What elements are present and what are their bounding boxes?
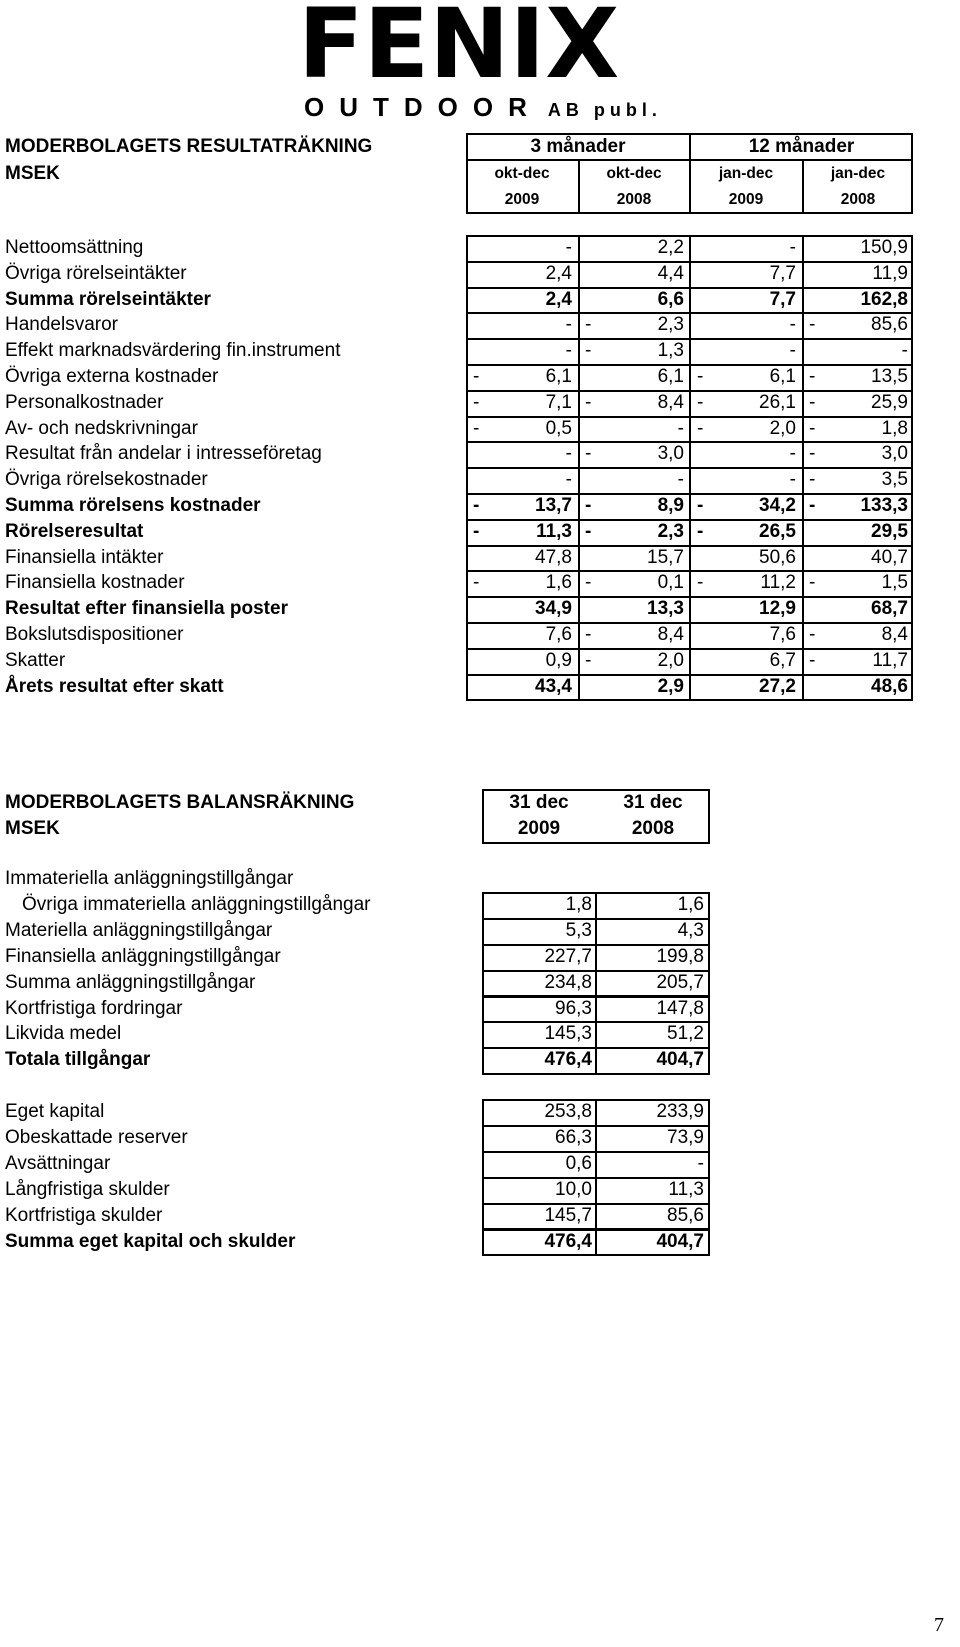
cell-value: 13,5: [871, 366, 908, 387]
negative-sign: -: [473, 391, 480, 413]
cell-value: -: [677, 417, 684, 439]
cell-value: 8,4: [657, 391, 684, 413]
income-value-cell: [802, 235, 914, 262]
income-value-cell: [466, 338, 578, 365]
income-value-cell: [466, 467, 578, 494]
group-12-months: 12 månader: [748, 136, 855, 157]
balance-value: 145,3: [544, 1023, 592, 1045]
year-label: 2008: [840, 191, 876, 208]
cell-value: 7,7: [769, 262, 796, 284]
balance-value: 5,3: [565, 919, 592, 941]
cell-value: 43,4: [535, 675, 572, 697]
cell-value: 162,8: [860, 288, 908, 310]
balance-value: 66,3: [555, 1126, 592, 1148]
cell-value: -: [677, 469, 684, 491]
income-value-cell: [690, 416, 802, 443]
logo-subtitle: [304, 92, 662, 123]
income-value-cell: [466, 674, 578, 701]
income-value-cell: [466, 235, 578, 262]
balance-value: 404,7: [656, 1049, 704, 1071]
cell-value: -: [789, 314, 796, 336]
balance-value: 4,3: [677, 919, 704, 941]
income-value-cell: [466, 441, 578, 468]
income-row-label: Av- och nedskrivningar: [5, 417, 198, 439]
negative-sign: -: [809, 649, 816, 671]
cell-value: 26,1: [759, 391, 796, 413]
negative-sign: -: [585, 443, 592, 465]
income-value-cell: [578, 570, 690, 597]
negative-sign: -: [697, 366, 704, 387]
cell-value: 2,3: [657, 520, 684, 542]
negative-sign: -: [809, 417, 816, 439]
income-value-cell: [802, 416, 914, 443]
income-value-cell: [690, 622, 802, 649]
cell-value: 29,5: [871, 520, 908, 542]
cell-value: 6,6: [657, 288, 684, 310]
income-value-cell: [802, 364, 914, 391]
negative-sign: -: [585, 572, 592, 594]
cell-value: 11,9: [872, 262, 908, 284]
cell-value: 133,3: [860, 495, 908, 516]
income-value-cell: [802, 570, 914, 597]
balance-value: 476,4: [544, 1230, 592, 1252]
negative-sign: -: [697, 391, 704, 413]
cell-value: -: [565, 443, 572, 465]
negative-sign: -: [697, 495, 704, 516]
balance-value: 145,7: [544, 1204, 592, 1226]
balance-value: 11,3: [668, 1178, 704, 1200]
negative-sign: -: [809, 391, 816, 413]
income-value-cell: [802, 390, 914, 417]
negative-sign: -: [585, 495, 592, 516]
balance-value: 205,7: [656, 971, 704, 993]
income-row-label: Resultat från andelar i intresseföretag: [5, 443, 322, 465]
cell-value: -: [565, 314, 572, 336]
cell-value: 8,4: [657, 624, 684, 645]
cell-value: 2,4: [545, 262, 572, 284]
income-value-cell: [690, 338, 802, 365]
balance-value: 233,9: [656, 1101, 704, 1122]
income-value-cell: [690, 596, 802, 623]
income-value-cell: [690, 570, 802, 597]
negative-sign: -: [809, 443, 816, 465]
income-value-cell: [578, 441, 690, 468]
cell-value: 13,3: [647, 598, 684, 620]
balance-unit: MSEK: [5, 818, 60, 839]
balance-row-label: Obeskattade reserver: [5, 1126, 188, 1148]
cell-value: 2,2: [657, 237, 684, 258]
negative-sign: -: [697, 520, 704, 542]
income-value-cell: [802, 622, 914, 649]
cell-value: 6,1: [657, 366, 684, 387]
cell-value: 7,1: [545, 391, 572, 413]
income-value-cell: [690, 287, 802, 314]
cell-value: 47,8: [535, 546, 572, 568]
balance-value: 1,6: [677, 893, 704, 915]
income-value-cell: [690, 235, 802, 262]
income-value-cell: [578, 674, 690, 701]
income-value-cell: [578, 596, 690, 623]
income-value-cell: [802, 596, 914, 623]
income-value-cell: [466, 545, 578, 572]
income-value-cell: [578, 648, 690, 675]
income-value-cell: [802, 519, 914, 546]
year-label: 2008: [616, 191, 652, 208]
income-value-cell: [802, 545, 914, 572]
balance-row-label: Eget kapital: [5, 1101, 105, 1122]
balance-row-label: Kortfristiga skulder: [5, 1204, 163, 1226]
cell-value: 50,6: [759, 546, 796, 568]
company-logo: [298, 0, 662, 122]
negative-sign: -: [809, 624, 816, 645]
logo-sub-publ: AB publ.: [547, 100, 662, 120]
balance-value: 96,3: [555, 997, 592, 1019]
cell-value: 1,8: [881, 417, 908, 439]
cell-value: 11,7: [872, 649, 908, 671]
cell-value: 0,9: [545, 649, 572, 671]
cell-value: 8,4: [881, 624, 908, 645]
cell-value: 1,6: [545, 572, 572, 594]
balance-title: MODERBOLAGETS BALANSRÄKNING: [5, 792, 355, 813]
income-value-cell: [466, 622, 578, 649]
income-value-cell: [690, 545, 802, 572]
header-group-underline: [466, 159, 913, 161]
negative-sign: -: [585, 340, 592, 362]
income-row-label: Rörelseresultat: [5, 520, 144, 542]
income-value-cell: [578, 416, 690, 443]
balance-value: 234,8: [544, 971, 592, 993]
balance-value: -: [697, 1152, 704, 1174]
income-value-cell: [690, 493, 802, 520]
cell-value: 25,9: [871, 391, 908, 413]
income-value-cell: [802, 493, 914, 520]
cell-value: 13,7: [535, 495, 572, 516]
cell-value: -: [789, 340, 796, 362]
negative-sign: -: [473, 572, 480, 594]
income-value-cell: [466, 648, 578, 675]
negative-sign: -: [809, 495, 816, 516]
cell-value: 85,6: [871, 314, 908, 336]
cell-value: 26,5: [759, 520, 796, 542]
cell-value: 1,3: [657, 340, 684, 362]
income-unit: MSEK: [5, 163, 60, 184]
income-value-cell: [578, 338, 690, 365]
cell-value: 15,7: [647, 546, 684, 568]
balance-row-label: Finansiella anläggningstillgångar: [5, 945, 281, 967]
cell-value: 68,7: [871, 598, 908, 620]
cell-value: 3,5: [881, 469, 908, 491]
income-row-label: Övriga rörelseintäkter: [5, 262, 187, 284]
cell-value: 34,9: [535, 598, 572, 620]
balance-date-2009: 31 dec: [509, 792, 569, 813]
cell-value: 3,0: [657, 443, 684, 465]
negative-sign: -: [585, 391, 592, 413]
year-label: 2009: [728, 191, 764, 208]
income-value-cell: [802, 312, 914, 339]
cell-value: 7,7: [769, 288, 796, 310]
income-value-cell: [802, 261, 914, 288]
income-value-cell: [578, 287, 690, 314]
cell-value: 48,6: [871, 675, 908, 697]
cell-value: 12,9: [759, 598, 796, 620]
balance-row-label: Kortfristiga fordringar: [5, 997, 183, 1019]
income-value-cell: [802, 648, 914, 675]
income-row-label: Bokslutsdispositioner: [5, 624, 184, 645]
negative-sign: -: [585, 520, 592, 542]
cell-value: 0,5: [545, 417, 572, 439]
income-value-cell: [802, 441, 914, 468]
negative-sign: -: [473, 417, 480, 439]
income-value-cell: [578, 235, 690, 262]
income-row-label: Effekt marknadsvärdering fin.instrument: [5, 340, 341, 362]
income-value-cell: [802, 338, 914, 365]
balance-value: 227,7: [544, 945, 592, 967]
income-row-label: Årets resultat efter skatt: [5, 675, 224, 697]
income-value-cell: [690, 648, 802, 675]
balance-row-label: Summa anläggningstillgångar: [5, 971, 256, 993]
income-value-cell: [578, 390, 690, 417]
cell-value: -: [789, 469, 796, 491]
cell-value: 6,1: [769, 366, 796, 387]
balance-row-label: Summa eget kapital och skulder: [5, 1230, 296, 1252]
income-value-cell: [690, 364, 802, 391]
income-row-label: Summa rörelsens kostnader: [5, 495, 261, 516]
page-number: 7: [934, 1614, 944, 1636]
income-title: MODERBOLAGETS RESULTATRÄKNING: [5, 136, 373, 157]
cell-value: 11,3: [536, 520, 572, 542]
income-value-cell: [578, 312, 690, 339]
cell-value: 2,3: [657, 314, 684, 336]
income-row-label: Resultat efter finansiella poster: [5, 598, 288, 620]
income-value-cell: [466, 390, 578, 417]
cell-value: 11,2: [760, 572, 796, 594]
income-value-cell: [578, 467, 690, 494]
cell-value: -: [901, 340, 908, 362]
income-value-cell: [466, 312, 578, 339]
balance-row-label: Materiella anläggningstillgångar: [5, 919, 273, 941]
income-value-cell: [690, 441, 802, 468]
cell-value: 27,2: [759, 675, 796, 697]
income-value-cell: [578, 622, 690, 649]
negative-sign: -: [473, 495, 480, 516]
cell-value: 4,4: [657, 262, 684, 284]
income-row-label: Skatter: [5, 649, 66, 671]
negative-sign: -: [697, 572, 704, 594]
cell-value: 1,5: [881, 572, 908, 594]
income-value-cell: [578, 519, 690, 546]
negative-sign: -: [809, 366, 816, 387]
balance-date-2008: 31 dec: [623, 792, 683, 813]
negative-sign: -: [809, 314, 816, 336]
income-row-label: Summa rörelseintäkter: [5, 288, 211, 310]
cell-value: -: [565, 340, 572, 362]
balance-row-label: Avsättningar: [5, 1152, 111, 1174]
balance-value: 147,8: [656, 997, 704, 1019]
balance-year-2009: 2009: [517, 818, 561, 839]
cell-value: 2,0: [769, 417, 796, 439]
income-value-cell: [466, 519, 578, 546]
negative-sign: -: [473, 520, 480, 542]
period-label: okt-dec: [606, 165, 662, 182]
income-value-cell: [466, 287, 578, 314]
income-value-cell: [466, 364, 578, 391]
cell-value: -: [789, 443, 796, 465]
balance-value: 51,2: [667, 1023, 704, 1045]
period-label: jan-dec: [830, 165, 886, 182]
income-value-cell: [802, 287, 914, 314]
balance-row-label: Immateriella anläggningstillgångar: [5, 868, 294, 889]
balance-value: 199,8: [656, 945, 704, 967]
cell-value: 3,0: [881, 443, 908, 465]
logo-wordmark: FENIX: [298, 0, 620, 100]
cell-value: 7,6: [545, 624, 572, 645]
balance-year-2008: 2008: [631, 818, 675, 839]
negative-sign: -: [585, 624, 592, 645]
period-label: jan-dec: [718, 165, 774, 182]
balance-row-label: Övriga immateriella anläggningstillgångar: [22, 893, 371, 915]
balance-value: 10,0: [555, 1178, 592, 1200]
income-value-cell: [690, 467, 802, 494]
cell-value: 34,2: [759, 495, 796, 516]
cell-value: 150,9: [860, 237, 908, 258]
income-value-cell: [690, 519, 802, 546]
period-label: okt-dec: [494, 165, 550, 182]
income-value-cell: [690, 674, 802, 701]
balance-value: 1,8: [565, 893, 592, 915]
income-row-label: Personalkostnader: [5, 391, 164, 413]
cell-value: 2,4: [545, 288, 572, 310]
year-label: 2009: [504, 191, 540, 208]
balance-value: 0,6: [565, 1152, 592, 1174]
cell-value: 2,0: [657, 649, 684, 671]
income-value-cell: [578, 364, 690, 391]
negative-sign: -: [809, 469, 816, 491]
income-value-cell: [466, 261, 578, 288]
negative-sign: -: [809, 572, 816, 594]
balance-value: 476,4: [544, 1049, 592, 1071]
income-value-cell: [578, 261, 690, 288]
balance-row-label: Likvida medel: [5, 1023, 122, 1045]
cell-value: 40,7: [871, 546, 908, 568]
cell-value: 6,7: [769, 649, 796, 671]
cell-value: -: [565, 237, 572, 258]
income-row-label: Övriga externa kostnader: [5, 366, 219, 387]
group-3-months: 3 månader: [530, 136, 626, 157]
income-value-cell: [690, 261, 802, 288]
balance-row-label: Långfristiga skulder: [5, 1178, 170, 1200]
income-value-cell: [802, 674, 914, 701]
income-value-cell: [578, 545, 690, 572]
income-value-cell: [690, 390, 802, 417]
cell-value: -: [789, 237, 796, 258]
cell-value: 6,1: [545, 366, 572, 387]
income-value-cell: [466, 416, 578, 443]
cell-value: -: [565, 469, 572, 491]
negative-sign: -: [585, 649, 592, 671]
balance-value: 73,9: [667, 1126, 704, 1148]
income-row-label: Övriga rörelsekostnader: [5, 469, 208, 491]
income-row-label: Finansiella intäkter: [5, 546, 164, 568]
income-row-label: Finansiella kostnader: [5, 572, 185, 594]
balance-value: 253,8: [544, 1101, 592, 1122]
income-value-cell: [802, 467, 914, 494]
income-value-cell: [466, 493, 578, 520]
income-value-cell: [466, 570, 578, 597]
income-row-label: Handelsvaror: [5, 314, 118, 336]
cell-value: 8,9: [657, 495, 684, 516]
income-value-cell: [466, 596, 578, 623]
balance-value: 85,6: [667, 1204, 704, 1226]
income-value-cell: [578, 493, 690, 520]
balance-value: 404,7: [656, 1230, 704, 1252]
cell-value: 0,1: [657, 572, 684, 594]
negative-sign: -: [585, 314, 592, 336]
logo-sub-outdoor: OUTDOOR: [304, 92, 542, 122]
income-value-cell: [690, 312, 802, 339]
negative-sign: -: [697, 417, 704, 439]
negative-sign: -: [473, 366, 480, 387]
cell-value: 2,9: [657, 675, 684, 697]
cell-value: 7,6: [769, 624, 796, 645]
income-row-label: Nettoomsättning: [5, 237, 144, 258]
balance-row-label: Totala tillgångar: [5, 1049, 151, 1071]
